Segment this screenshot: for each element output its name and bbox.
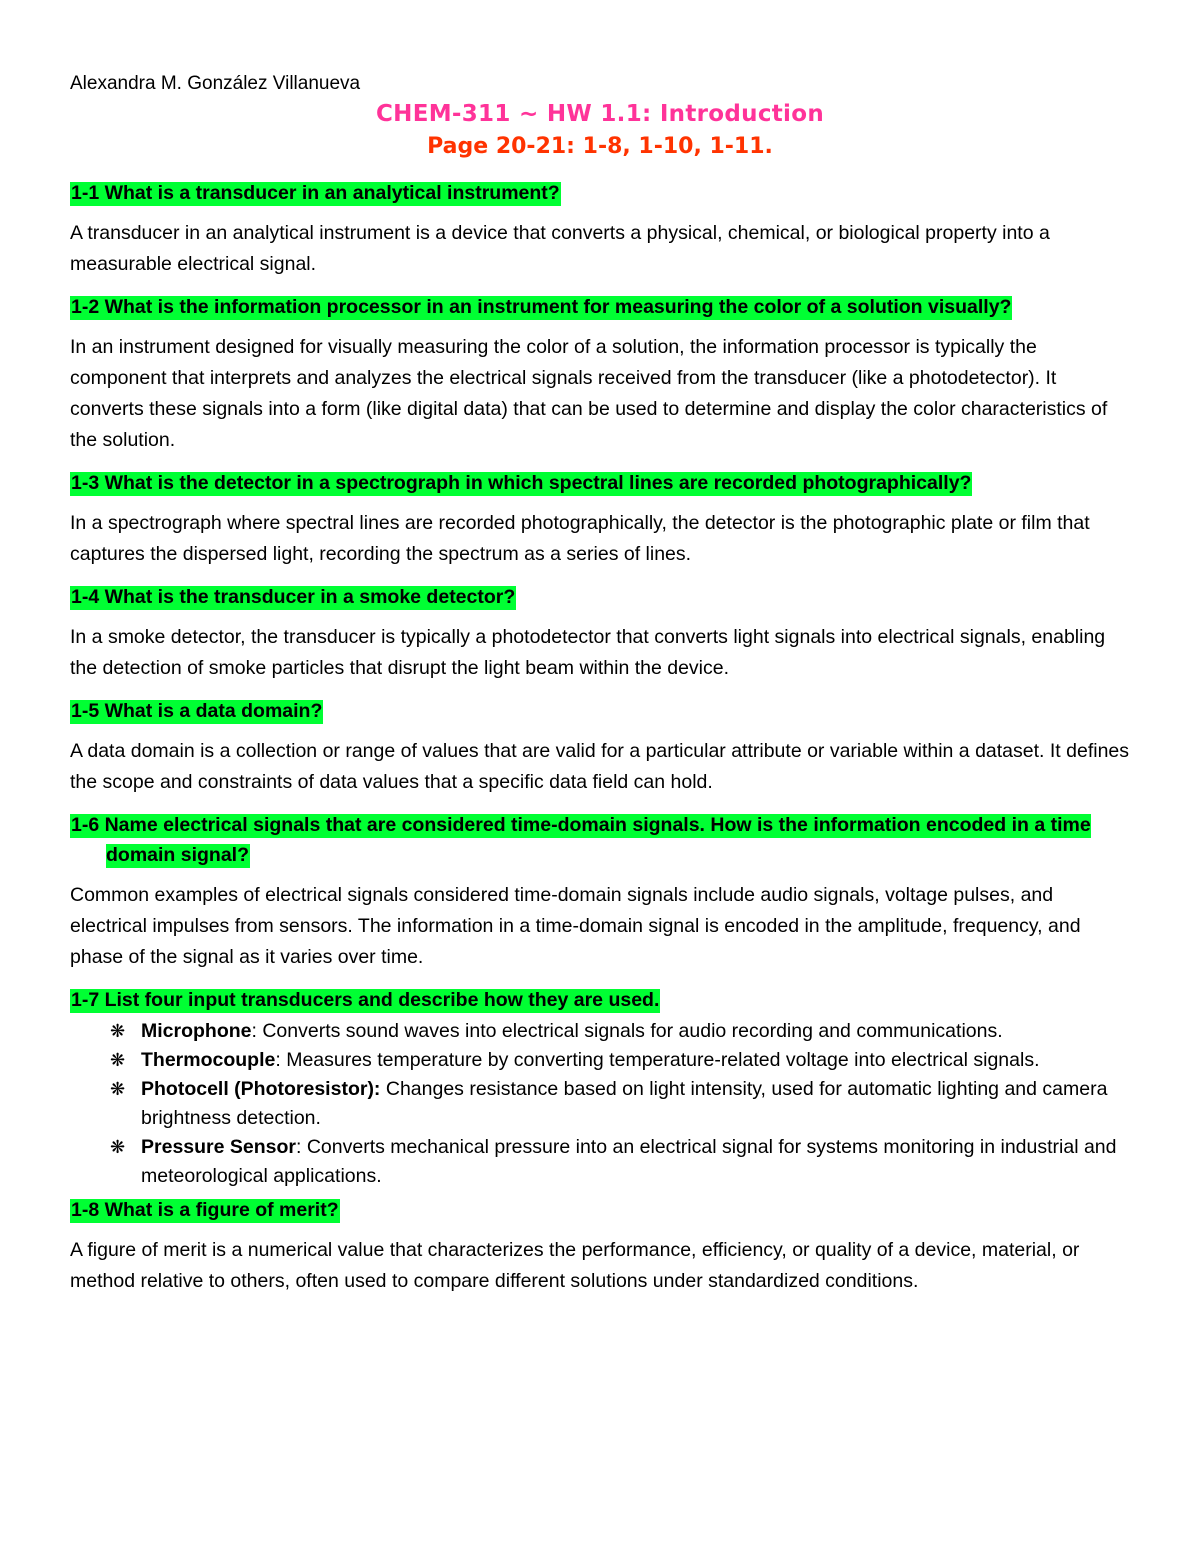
question-1-3 xyxy=(70,468,1130,498)
list-item xyxy=(110,1133,1130,1191)
list-item-term: Pressure Sensor xyxy=(141,1136,297,1158)
question-highlight: 1-5 What is a data domain? xyxy=(71,700,323,722)
question-highlight: 1-4 What is the transducer in a smoke detector? xyxy=(71,586,516,608)
document-page xyxy=(70,70,1130,1297)
question-1-8 xyxy=(70,1195,1130,1225)
asterisk-bullet-icon: ❋ xyxy=(110,1050,126,1070)
asterisk-bullet-icon: ❋ xyxy=(110,1079,126,1099)
list-item-description: : Converts sound waves into electrical signals for audio recording and communications. xyxy=(251,1020,1003,1042)
document-title: CHEM-311 ~ HW 1.1: Introduction xyxy=(375,101,825,127)
answer-1-8: A figure of merit is a numerical value that characterizes the performance, efficiency, or quality of a device, material, or method relative to others, often used to compare different solutions under standardized conditions. xyxy=(70,1239,1080,1292)
transducer-list xyxy=(70,1017,1130,1191)
answer-1-1: A transducer in an analytical instrument is a device that converts a physical, chemical, or biological property into a measurable electrical signal. xyxy=(70,222,1050,275)
answer-1-5: A data domain is a collection or range of values that are valid for a particular attribute or variable within a dataset. It defines the scope and constraints of data values that a specific data field can hold. xyxy=(70,740,1130,793)
question-1-7 xyxy=(70,985,1130,1015)
list-item-description: : Measures temperature by converting temperature-related voltage into electrical signals. xyxy=(275,1049,1040,1071)
list-item-description: : Converts mechanical pressure into an electrical signal for systems monitoring in industrial and meteorological applications. xyxy=(141,1136,1117,1187)
answer-1-6: Common examples of electrical signals considered time-domain signals include audio signals, voltage pulses, and electrical impulses from sensors. The information in a time-domain signal is encoded in the amplitude, frequency, and phase of the signal as it varies over time. xyxy=(70,884,1081,968)
question-highlight: 1-8 What is a figure of merit? xyxy=(71,1199,339,1221)
question-1-4 xyxy=(70,582,1130,612)
asterisk-bullet-icon: ❋ xyxy=(110,1137,126,1157)
question-highlight: 1-3 What is the detector in a spectrograph in which spectral lines are recorded photographically? xyxy=(71,472,972,494)
list-item-term: Microphone xyxy=(141,1020,252,1042)
question-1-5 xyxy=(70,696,1130,726)
answer-1-3: In a spectrograph where spectral lines are recorded photographically, the detector is the photographic plate or film that captures the dispersed light, recording the spectrum as a series of lines. xyxy=(70,512,1090,565)
list-item-term: Thermocouple xyxy=(141,1049,276,1071)
question-highlight: 1-6 Name electrical signals that are considered time-domain signals. How is the information encoded in a time domain signal? xyxy=(71,814,1091,866)
question-1-1 xyxy=(70,178,1130,208)
author-name: Alexandra M. González Villanueva xyxy=(70,73,361,94)
question-highlight: 1-2 What is the information processor in an instrument for measuring the color of a solution visually? xyxy=(71,296,1012,318)
asterisk-bullet-icon: ❋ xyxy=(110,1021,126,1041)
list-item xyxy=(110,1017,1130,1046)
list-item-term: Photocell (Photoresistor): xyxy=(141,1078,381,1100)
answer-1-4: In a smoke detector, the transducer is typically a photodetector that converts light signals into electrical signals, enabling the detection of smoke particles that disrupt the light beam within the device. xyxy=(70,626,1106,679)
list-item xyxy=(110,1046,1130,1075)
answer-1-2: In an instrument designed for visually measuring the color of a solution, the information processor is typically the component that interprets and analyzes the electrical signals received from the transducer (like a photodetector). It converts these signals into a form (like digital data) that can be used to determine and display the color characteristics of the solution. xyxy=(70,336,1108,451)
question-highlight: 1-1 What is a transducer in an analytical instrument? xyxy=(71,182,560,204)
list-item xyxy=(110,1075,1130,1133)
question-highlight: 1-7 List four input transducers and describe how they are used. xyxy=(71,989,660,1011)
document-subtitle: Page 20-21: 1-8, 1-10, 1-11. xyxy=(427,134,773,159)
list-item-description: Changes resistance based on light intensity, used for automatic lighting and camera brightness detection. xyxy=(141,1078,1108,1129)
question-1-6 xyxy=(70,810,1130,870)
question-1-2 xyxy=(70,292,1130,322)
